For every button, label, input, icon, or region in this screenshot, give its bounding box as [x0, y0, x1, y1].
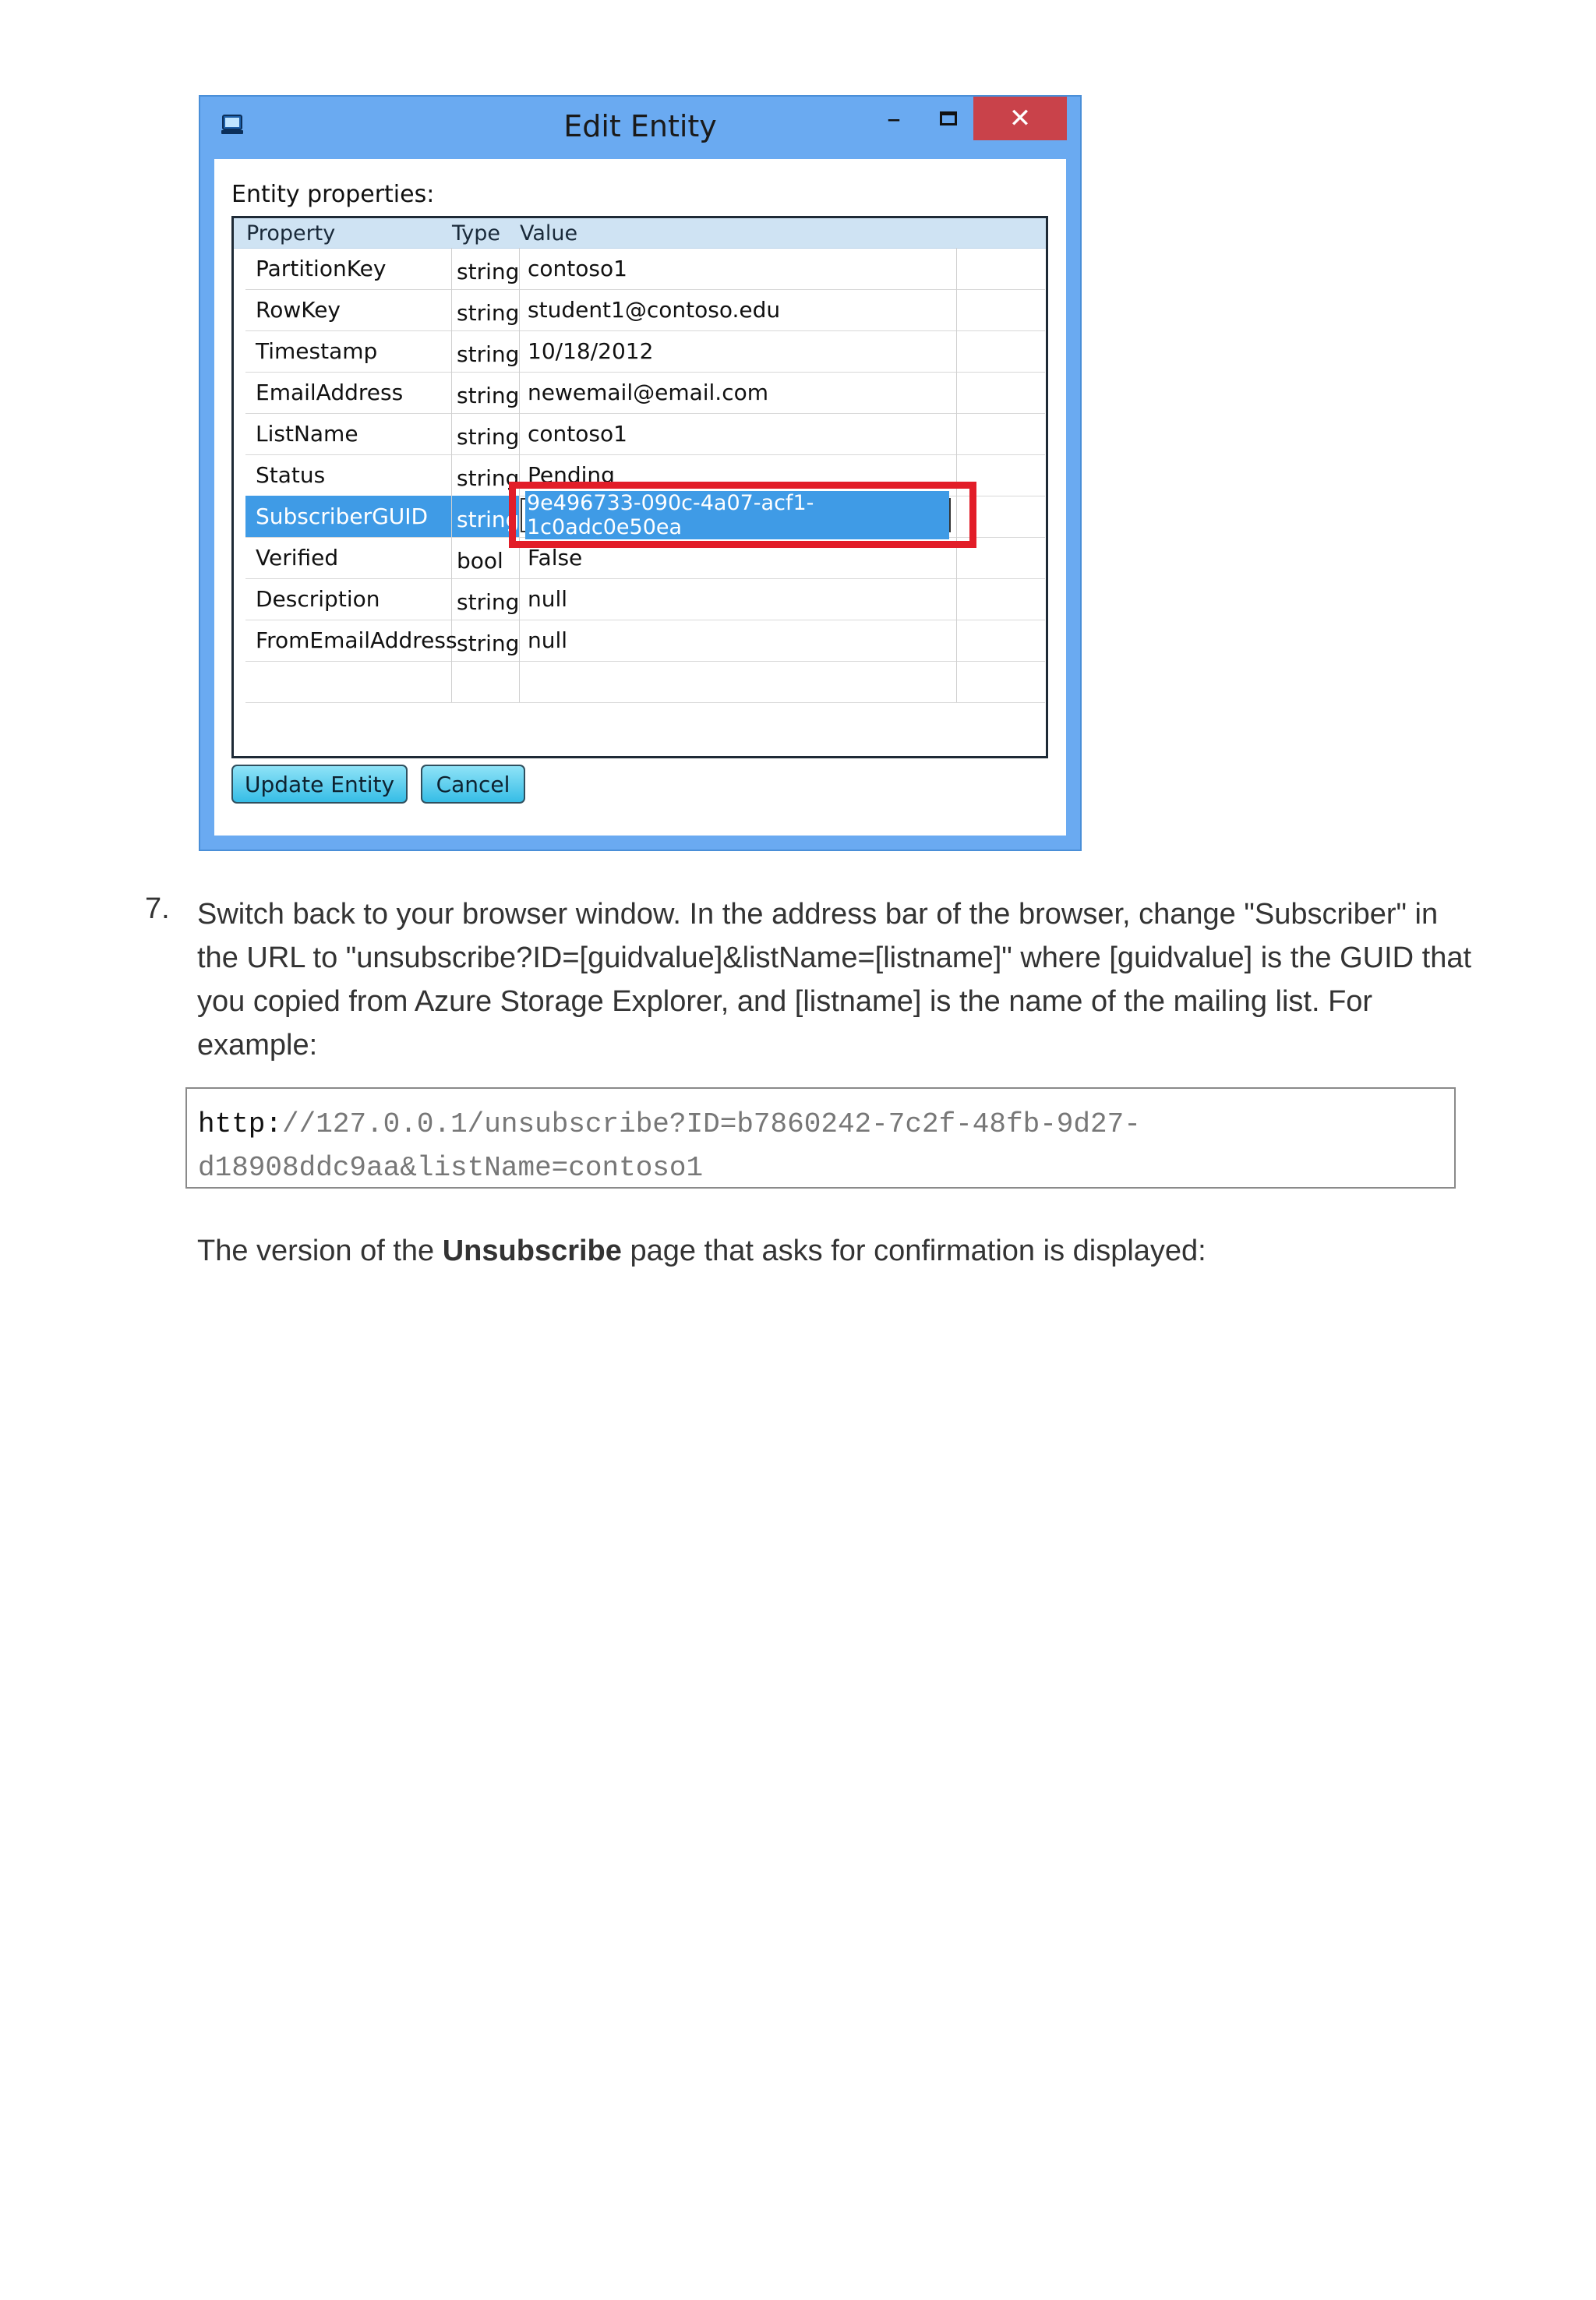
step-text: Switch back to your browser window. In the address bar of the browser, change "Subscriber" in the URL to "unsubscribe?ID=[guidvalue]&listName=[listname]" where [guidvalue] is the GUID that you copied from Azure Storage Explorer, and [listname] is the name of the mailing list. For example: [197, 898, 1472, 1062]
property-cell: FromEmailAddress [245, 620, 452, 661]
property-cell: PartitionKey [245, 248, 452, 289]
table-row[interactable] [245, 578, 1045, 620]
maximize-button[interactable] [921, 97, 976, 140]
value-cell[interactable] [520, 661, 957, 702]
close-button[interactable] [973, 97, 1067, 140]
code-scheme: http: [198, 1108, 283, 1140]
table-row[interactable] [245, 413, 1045, 455]
close-icon: ✕ [1008, 103, 1032, 134]
cancel-button[interactable]: Cancel [421, 765, 525, 804]
confirmation-text-before: The version of the [197, 1235, 443, 1267]
table-row[interactable] [245, 330, 1045, 373]
confirmation-text [197, 1235, 1475, 1268]
guid-value-selected-text: 9e496733-090c-4a07-acf1-1c0adc0e50ea [525, 491, 949, 539]
property-cell[interactable] [245, 661, 452, 702]
type-cell[interactable]: string [452, 578, 520, 620]
code-url-part: //127.0.0.1/unsubscribe?ID=b7860242-7c2f-48fb-9d27- [282, 1108, 1141, 1140]
table-row[interactable] [245, 372, 1045, 414]
table-row[interactable] [245, 620, 1045, 662]
code-line-1 [198, 1103, 1443, 1146]
property-cell: Description [245, 578, 452, 620]
update-entity-button[interactable]: Update Entity [231, 765, 408, 804]
step-number: 7. [145, 892, 170, 925]
window-title: Edit Entity [563, 109, 717, 143]
property-cell: Timestamp [245, 330, 452, 372]
maximize-icon [940, 111, 957, 125]
value-cell[interactable]: student1@contoso.edu [520, 289, 957, 330]
type-cell[interactable]: string [452, 620, 520, 661]
property-cell: SubscriberGUID [245, 496, 452, 537]
new-row[interactable] [245, 661, 1045, 703]
property-cell: EmailAddress [245, 372, 452, 413]
type-cell[interactable]: string [452, 372, 520, 413]
title-bar[interactable] [200, 97, 1080, 157]
value-cell[interactable]: null [520, 620, 957, 661]
header-property[interactable]: Property [246, 221, 336, 246]
value-cell[interactable]: Pending [520, 454, 957, 496]
minimize-icon: – [887, 102, 901, 135]
type-cell[interactable]: string [452, 454, 520, 496]
value-cell[interactable]: newemail@email.com [520, 372, 957, 413]
edit-entity-window [199, 95, 1082, 851]
table-row[interactable] [245, 289, 1045, 331]
value-cell[interactable]: contoso1 [520, 413, 957, 454]
property-cell: Verified [245, 537, 452, 578]
type-cell[interactable] [452, 661, 520, 702]
confirmation-text-after: page that asks for confirmation is displayed: [621, 1235, 1206, 1267]
highlight-box [509, 482, 976, 548]
minimize-button[interactable] [867, 97, 921, 140]
property-cell: Status [245, 454, 452, 496]
table-row[interactable] [245, 248, 1045, 290]
type-cell[interactable]: string [452, 413, 520, 454]
property-cell: RowKey [245, 289, 452, 330]
type-cell[interactable]: string [452, 289, 520, 330]
type-cell[interactable]: bool [452, 537, 520, 578]
unsubscribe-bold: Unsubscribe [442, 1235, 622, 1267]
type-cell[interactable]: string [452, 330, 520, 372]
header-value[interactable]: Value [520, 221, 578, 246]
value-cell[interactable]: contoso1 [520, 248, 957, 289]
property-cell: ListName [245, 413, 452, 454]
header-type[interactable]: Type [452, 221, 501, 246]
value-cell[interactable]: False [520, 537, 957, 578]
type-cell[interactable]: string [452, 248, 520, 289]
value-cell[interactable]: 10/18/2012 [520, 330, 957, 372]
value-cell[interactable]: null [520, 578, 957, 620]
entity-properties-label: Entity properties: [231, 181, 435, 208]
grid-header [234, 218, 1046, 249]
code-example [185, 1087, 1456, 1189]
type-cell[interactable]: string [452, 496, 520, 537]
code-line-2: d18908ddc9aa&listName=contoso1 [198, 1152, 704, 1184]
